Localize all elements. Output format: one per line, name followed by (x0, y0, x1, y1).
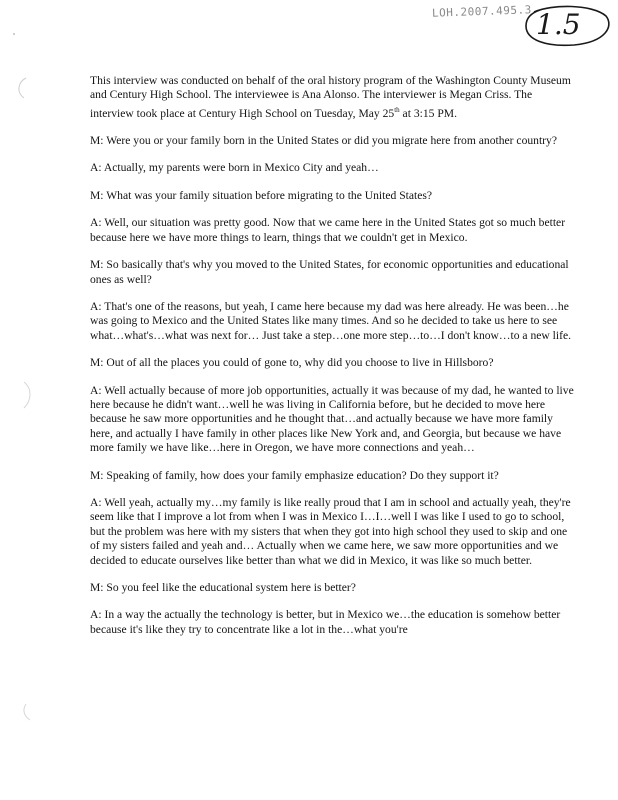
transcript-paragraph: M: So you feel like the educational system here is better? (90, 581, 356, 595)
scan-speck (10, 30, 18, 38)
transcript-paragraph: A: Actually, my parents were born in Mexico City and yeah… (90, 161, 379, 175)
transcript-paragraph: A: That's one of the reasons, but yeah, I came here because my dad was here already. He was been…he was going to Mexico and the United States like many times. And so he decided to take us here to see what…what's…what was next for… Just take a step…one more step…to…I don't know…to a new life. (90, 299, 572, 342)
scan-mark (14, 76, 28, 100)
transcript-paragraph: A: Well yeah, actually my…my family is like really proud that I am in school and actually yeah, they're seem like that I improve a lot from when I was in Mexico I…I…well I was like I used to go to school, but the problem was here with my sisters that when they got into high school they used to skip and one of my sisters failed and yeah and… Actually when we came here, we saw more opportunities and we decided to educate ourselves like better than what we did in Mexico, it was like so much better. (90, 495, 571, 567)
page-number-circled (522, 4, 612, 48)
scan-mark (20, 380, 34, 410)
transcript-paragraph: A: In a way the actually the technology is better, but in Mexico we…the education is somehow better because it's like they try to concentrate like a lot in the…what you're (90, 608, 561, 636)
transcript-paragraph: M: Speaking of family, how does your family emphasize education? Do they support it? (90, 468, 499, 482)
scan-mark (20, 702, 34, 722)
transcript-paragraph: A: Well actually because of more job opportunities, actually it was because of my dad, he wanted to live here because he didn't want…well he was living in California before, but he decided to move here because he saw more opportunities and he thought that…and actually because we have more family here, and actually I have family in other places like New York and, and Georgia, but because we have more family we have like…here in Oregon, we have more connections and yeah… (90, 383, 574, 455)
transcript-paragraph: A: Well, our situation was pretty good. Now that we came here in the United States got so much better because here we have more things to learn, things that we couldn't get in Mexico. (90, 216, 566, 244)
intro-paragraph (90, 74, 576, 121)
ordinal-suffix: th (394, 105, 400, 114)
page-number: 1.5 (536, 8, 581, 41)
accession-number: LOH.2007.495.3 (431, 3, 532, 20)
transcript-paragraph: M: Were you or your family born in the United States or did you migrate here from another country? (90, 134, 557, 148)
transcript-paragraph: M: So basically that's why you moved to the United States, for economic opportunities and educational ones as well? (90, 258, 569, 286)
transcript-body (90, 74, 576, 650)
intro-text: This interview was conducted on behalf of the oral history program of the Washington County Museum and Century High School. The interviewee is Ana Alonso. The interviewer is Megan Criss. The interview took place at Century High School on Tuesday, May 25th at 3:15 PM. (90, 74, 571, 120)
transcript-paragraph: M: Out of all the places you could of gone to, why did you choose to live in Hillsboro? (90, 356, 494, 370)
transcript-paragraph: M: What was your family situation before migrating to the United States? (90, 188, 433, 202)
